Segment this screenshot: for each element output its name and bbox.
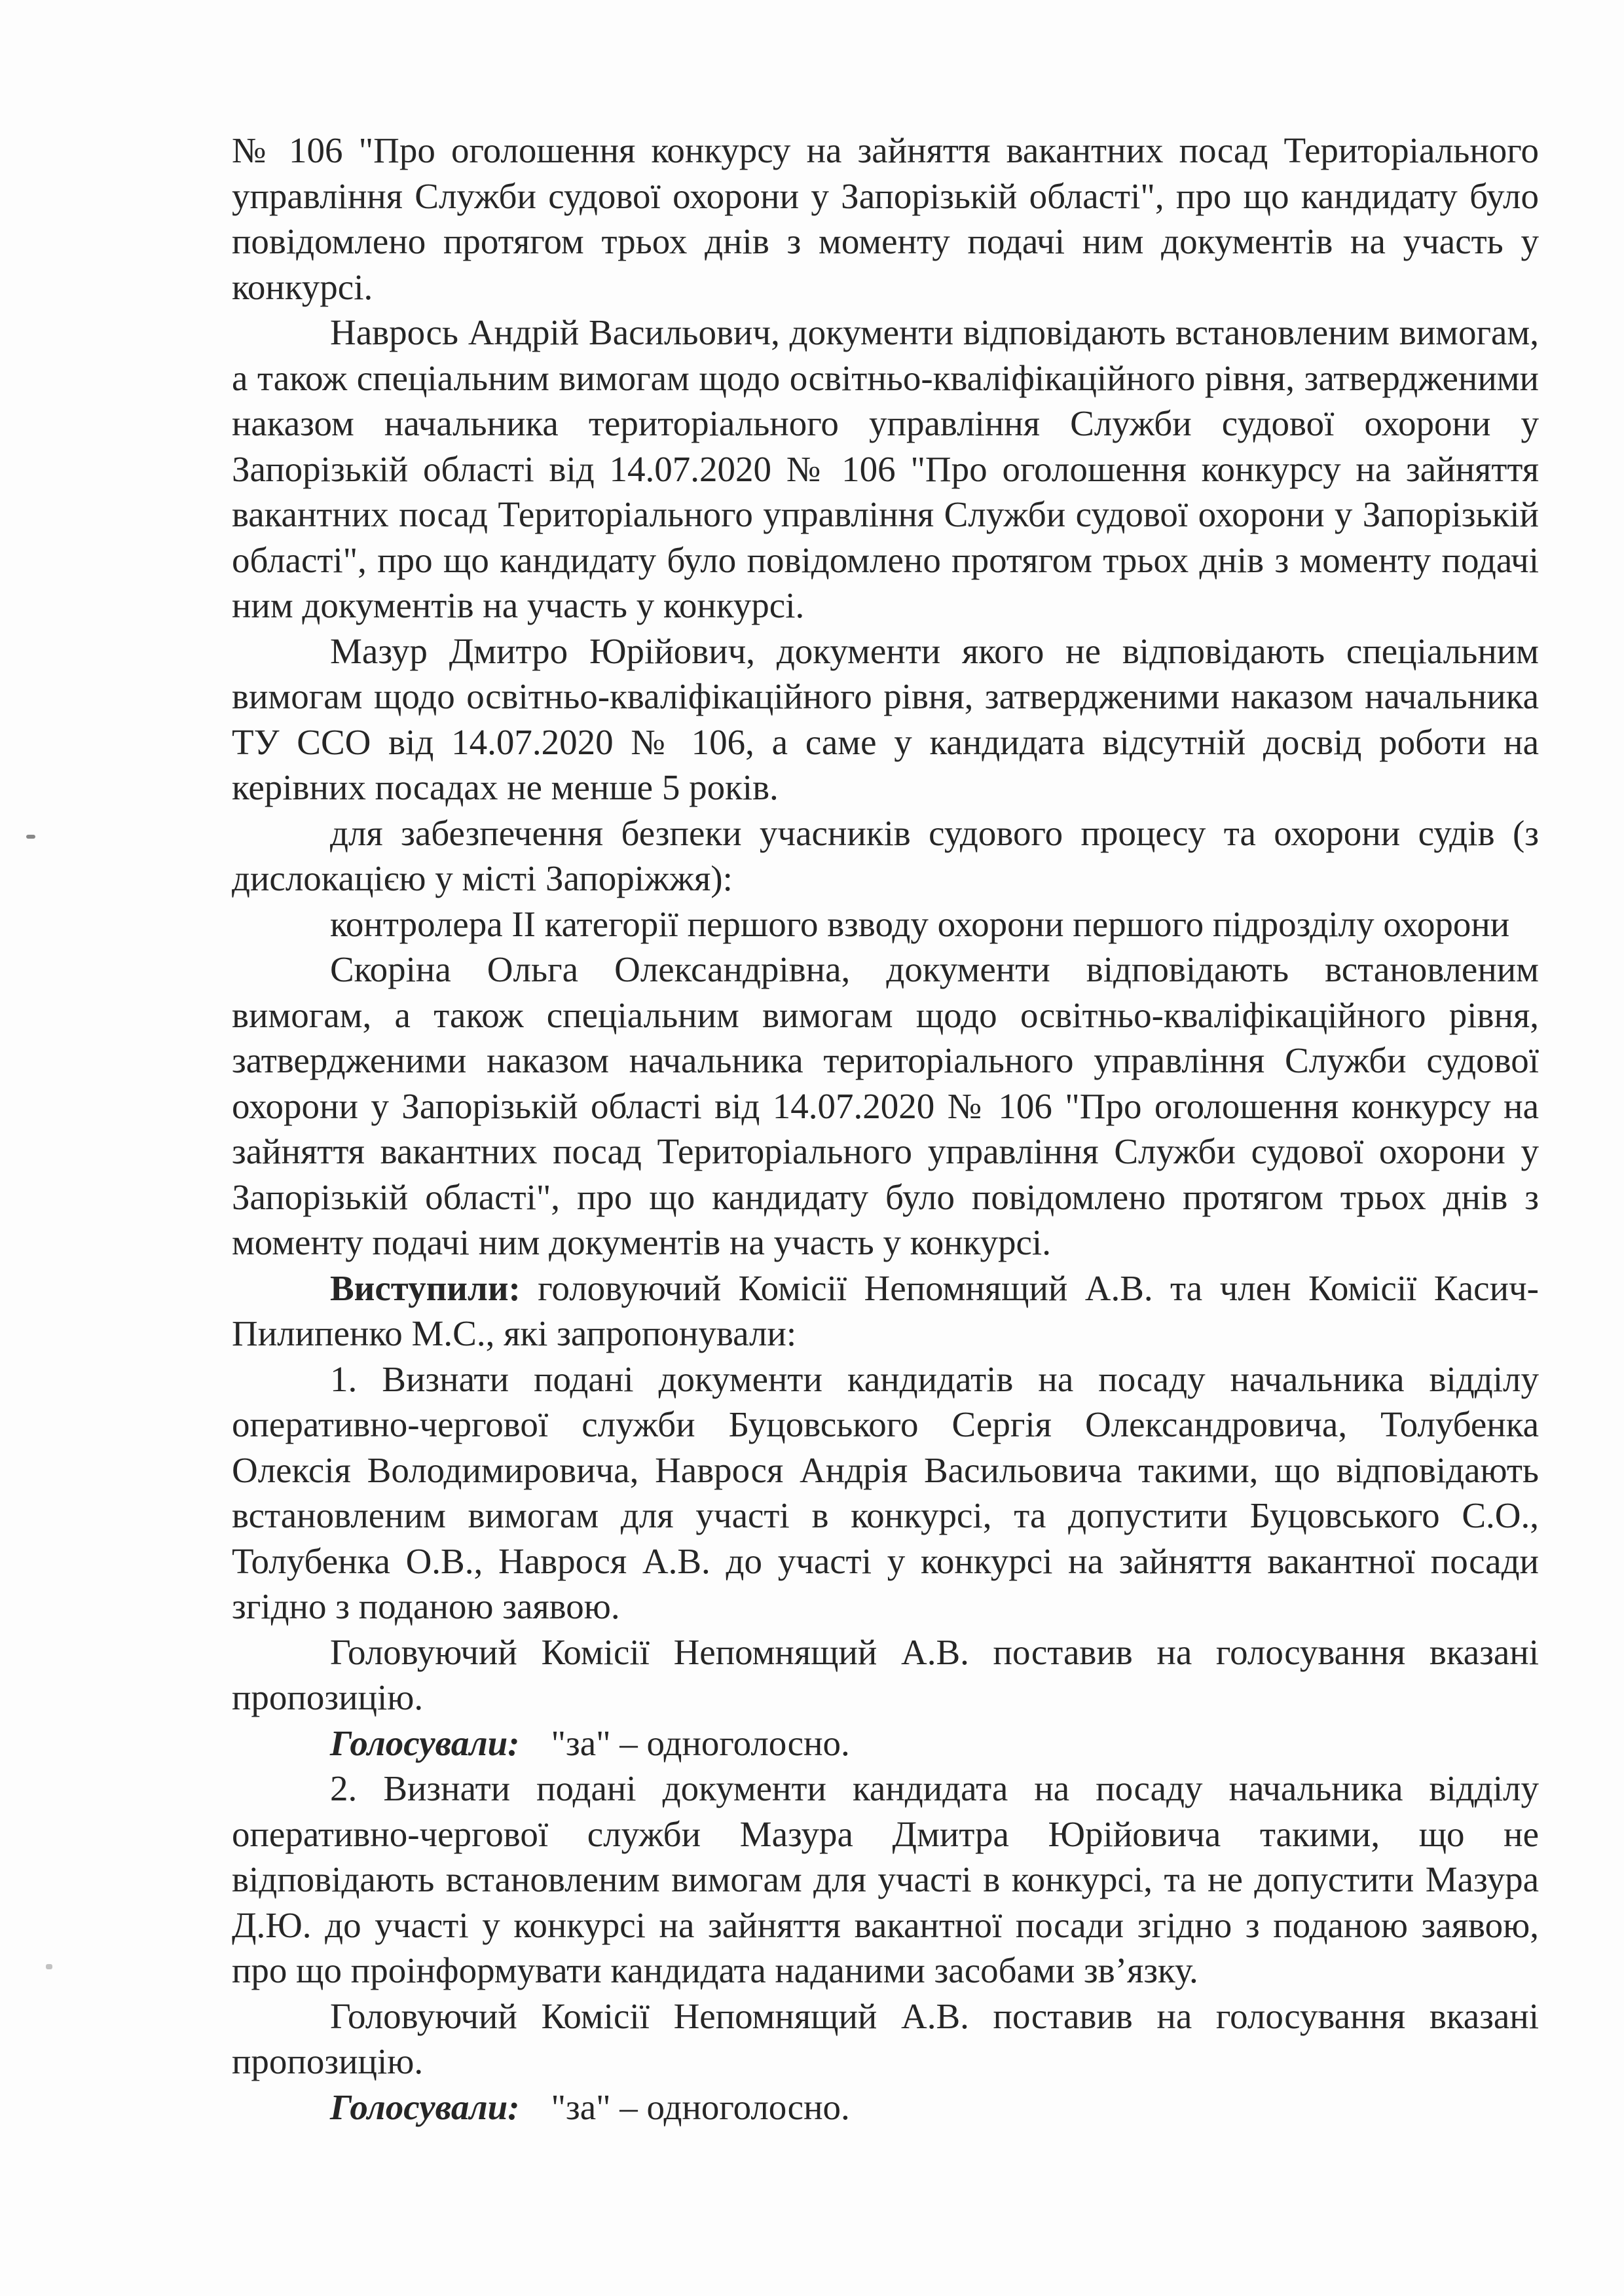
vote-result-1 bbox=[232, 1721, 1539, 1766]
scan-speck bbox=[26, 835, 35, 839]
paragraph-candidate-skorina: Скоріна Ольга Олександрівна, документи відповідають встановленим вимогам, а також спеціальним вимогам щодо освітньо-кваліфікаційного рівня, затвердженими наказом начальника територіального управління Служби судової охорони у Запорізькій області від 14.07.2020 № 106 "Про оголошення конкурсу на зайняття вакантних посад Територіального управління Служби судової охорони у Запорізькій області", про що кандидату було повідомлено протягом трьох днів з моменту подачі ним документів на участь у конкурсі. bbox=[232, 949, 1539, 1262]
vote-value: "за" – одноголосно. bbox=[551, 1722, 850, 1763]
paragraph-position: контролера ІІ категорії першого взводу охорони першого підрозділу охорони bbox=[330, 903, 1510, 944]
document-body bbox=[232, 128, 1539, 2130]
vote-value: "за" – одноголосно. bbox=[551, 2086, 850, 2127]
paragraph-decision-2: 2. Визнати подані документи кандидата на посаду начальника відділу оперативно-чергової служби Мазура Дмитра Юрійовича такими, що не відповідають встановленим вимогам для участі в конкурсі, та не допустити Мазура Д.Ю. до участі у конкурсі на зайняття вакантної посади згідно з поданою заявою, про що проінформувати кандидата наданими засобами зв’язку. bbox=[232, 1768, 1539, 1990]
vote-result-2 bbox=[232, 2085, 1539, 2130]
paragraph-decision-1: 1. Визнати подані документи кандидатів на посаду начальника відділу оперативно-чергової служби Буцовського Сергія Олександровича, Толубенка Олексія Володимировича, Наврося Андрія Васильовича такими, що відповідають встановленим вимогам для участі в конкурсі, та допустити Буцовського С.О., Толубенка О.В., Наврося А.В. до участі у конкурсі на зайняття вакантної посади згідно з поданою заявою. bbox=[232, 1358, 1539, 1626]
scan-speck bbox=[46, 1964, 52, 1969]
paragraph-location: для забезпечення безпеки учасників судового процесу та охорони судів (з дислокацією у місті Запоріжжя): bbox=[232, 812, 1539, 898]
paragraph-voting-call-2: Головуючий Комісії Непомнящий А.В. поставив на голосування вказані пропозицію. bbox=[232, 1995, 1539, 2081]
paragraph-voting-call-1: Головуючий Комісії Непомнящий А.В. поставив на голосування вказані пропозицію. bbox=[232, 1631, 1539, 1717]
paragraph-candidate-mazur: Мазур Дмитро Юрійович, документи якого не відповідають спеціальним вимогам щодо освітньо-кваліфікаційного рівня, затвердженими наказом начальника ТУ ССО від 14.07.2020 № 106, а саме у кандидата відсутній досвід роботи на керівних посадах не менше 5 років. bbox=[232, 630, 1539, 807]
paragraph-candidate-navros: Наврось Андрій Васильович, документи відповідають встановленим вимогам, а також спеціальним вимогам щодо освітньо-кваліфікаційного рівня, затвердженими наказом начальника територіального управління Служби судової охорони у Запорізькій області від 14.07.2020 № 106 "Про оголошення конкурсу на зайняття вакантних посад Територіального управління Служби судової охорони у Запорізькій області", про що кандидату було повідомлено протягом трьох днів з моменту подачі ним документів на участь у конкурсі. bbox=[232, 312, 1539, 625]
vote-label: Голосували: bbox=[330, 1722, 520, 1763]
speakers-text: головуючий Комісії Непомнящий А.В. та член Комісії Касич-Пилипенко М.С., які запропонували: bbox=[232, 1267, 1539, 1353]
speakers-label: Виступили: bbox=[330, 1267, 521, 1308]
paragraph-order-continuation: № 106 "Про оголошення конкурсу на зайняття вакантних посад Територіального управління Служби судової охорони у Запорізькій області", про що кандидату було повідомлено протягом трьох днів з моменту подачі ним документів на участь у конкурсі. bbox=[232, 130, 1539, 307]
paragraph-speakers bbox=[232, 1266, 1539, 1357]
vote-label: Голосували: bbox=[330, 2086, 520, 2127]
